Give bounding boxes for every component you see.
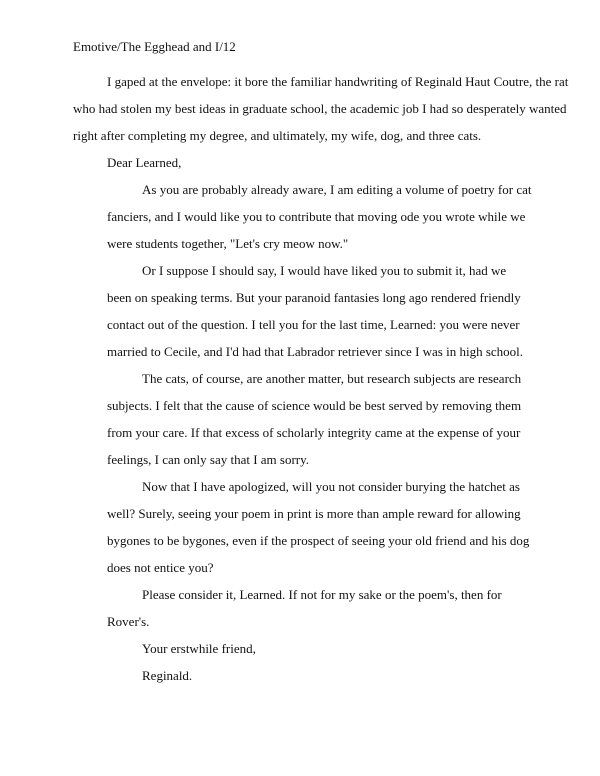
letter-line: were students together, "Let's cry meow now." [107,236,349,251]
letter-line: Rover's. [107,614,150,629]
letter-line: contact out of the question. I tell you for the last time, Learned: you were never [107,317,520,332]
letter-signature: Reginald. [142,668,193,683]
narrative-line: who had stolen my best ideas in graduate school, the academic job I had so desperately wanted [73,101,567,116]
letter-line: Now that I have apologized, will you not consider burying the hatchet as [142,479,520,494]
letter-line: from your care. If that excess of scholarly integrity came at the expense of your [107,425,521,440]
letter-line: feelings, I can only say that I am sorry. [107,452,310,467]
letter-line: well? Surely, seeing your poem in print is more than ample reward for allowing [107,506,521,521]
letter-line: Or I suppose I should say, I would have liked you to submit it, had we [142,263,507,278]
letter-line: married to Cecile, and I'd had that Labrador retriever since I was in high school. [107,344,524,359]
letter-line: does not entice you? [107,560,214,575]
letter-line: The cats, of course, are another matter, but research subjects are research [142,371,522,386]
letter-line: fanciers, and I would like you to contribute that moving ode you wrote while we [107,209,526,224]
letter-salutation: Dear Learned, [107,155,182,170]
narrative-line: I gaped at the envelope: it bore the familiar handwriting of Reginald Haut Coutre, the rat [107,74,569,89]
letter-line: subjects. I felt that the cause of science would be best served by removing them [107,398,522,413]
letter-line: As you are probably already aware, I am editing a volume of poetry for cat [142,182,532,197]
letter-line: been on speaking terms. But your paranoid fantasies long ago rendered friendly [107,290,521,305]
letter-line: bygones to be bygones, even if the prospect of seeing your old friend and his dog [107,533,530,548]
letter-closing: Your erstwhile friend, [142,641,256,656]
letter-line: Please consider it, Learned. If not for my sake or the poem's, then for [142,587,502,602]
running-head: Emotive/The Egghead and I/12 [73,39,236,54]
narrative-line: right after completing my degree, and ultimately, my wife, dog, and three cats. [73,128,482,143]
